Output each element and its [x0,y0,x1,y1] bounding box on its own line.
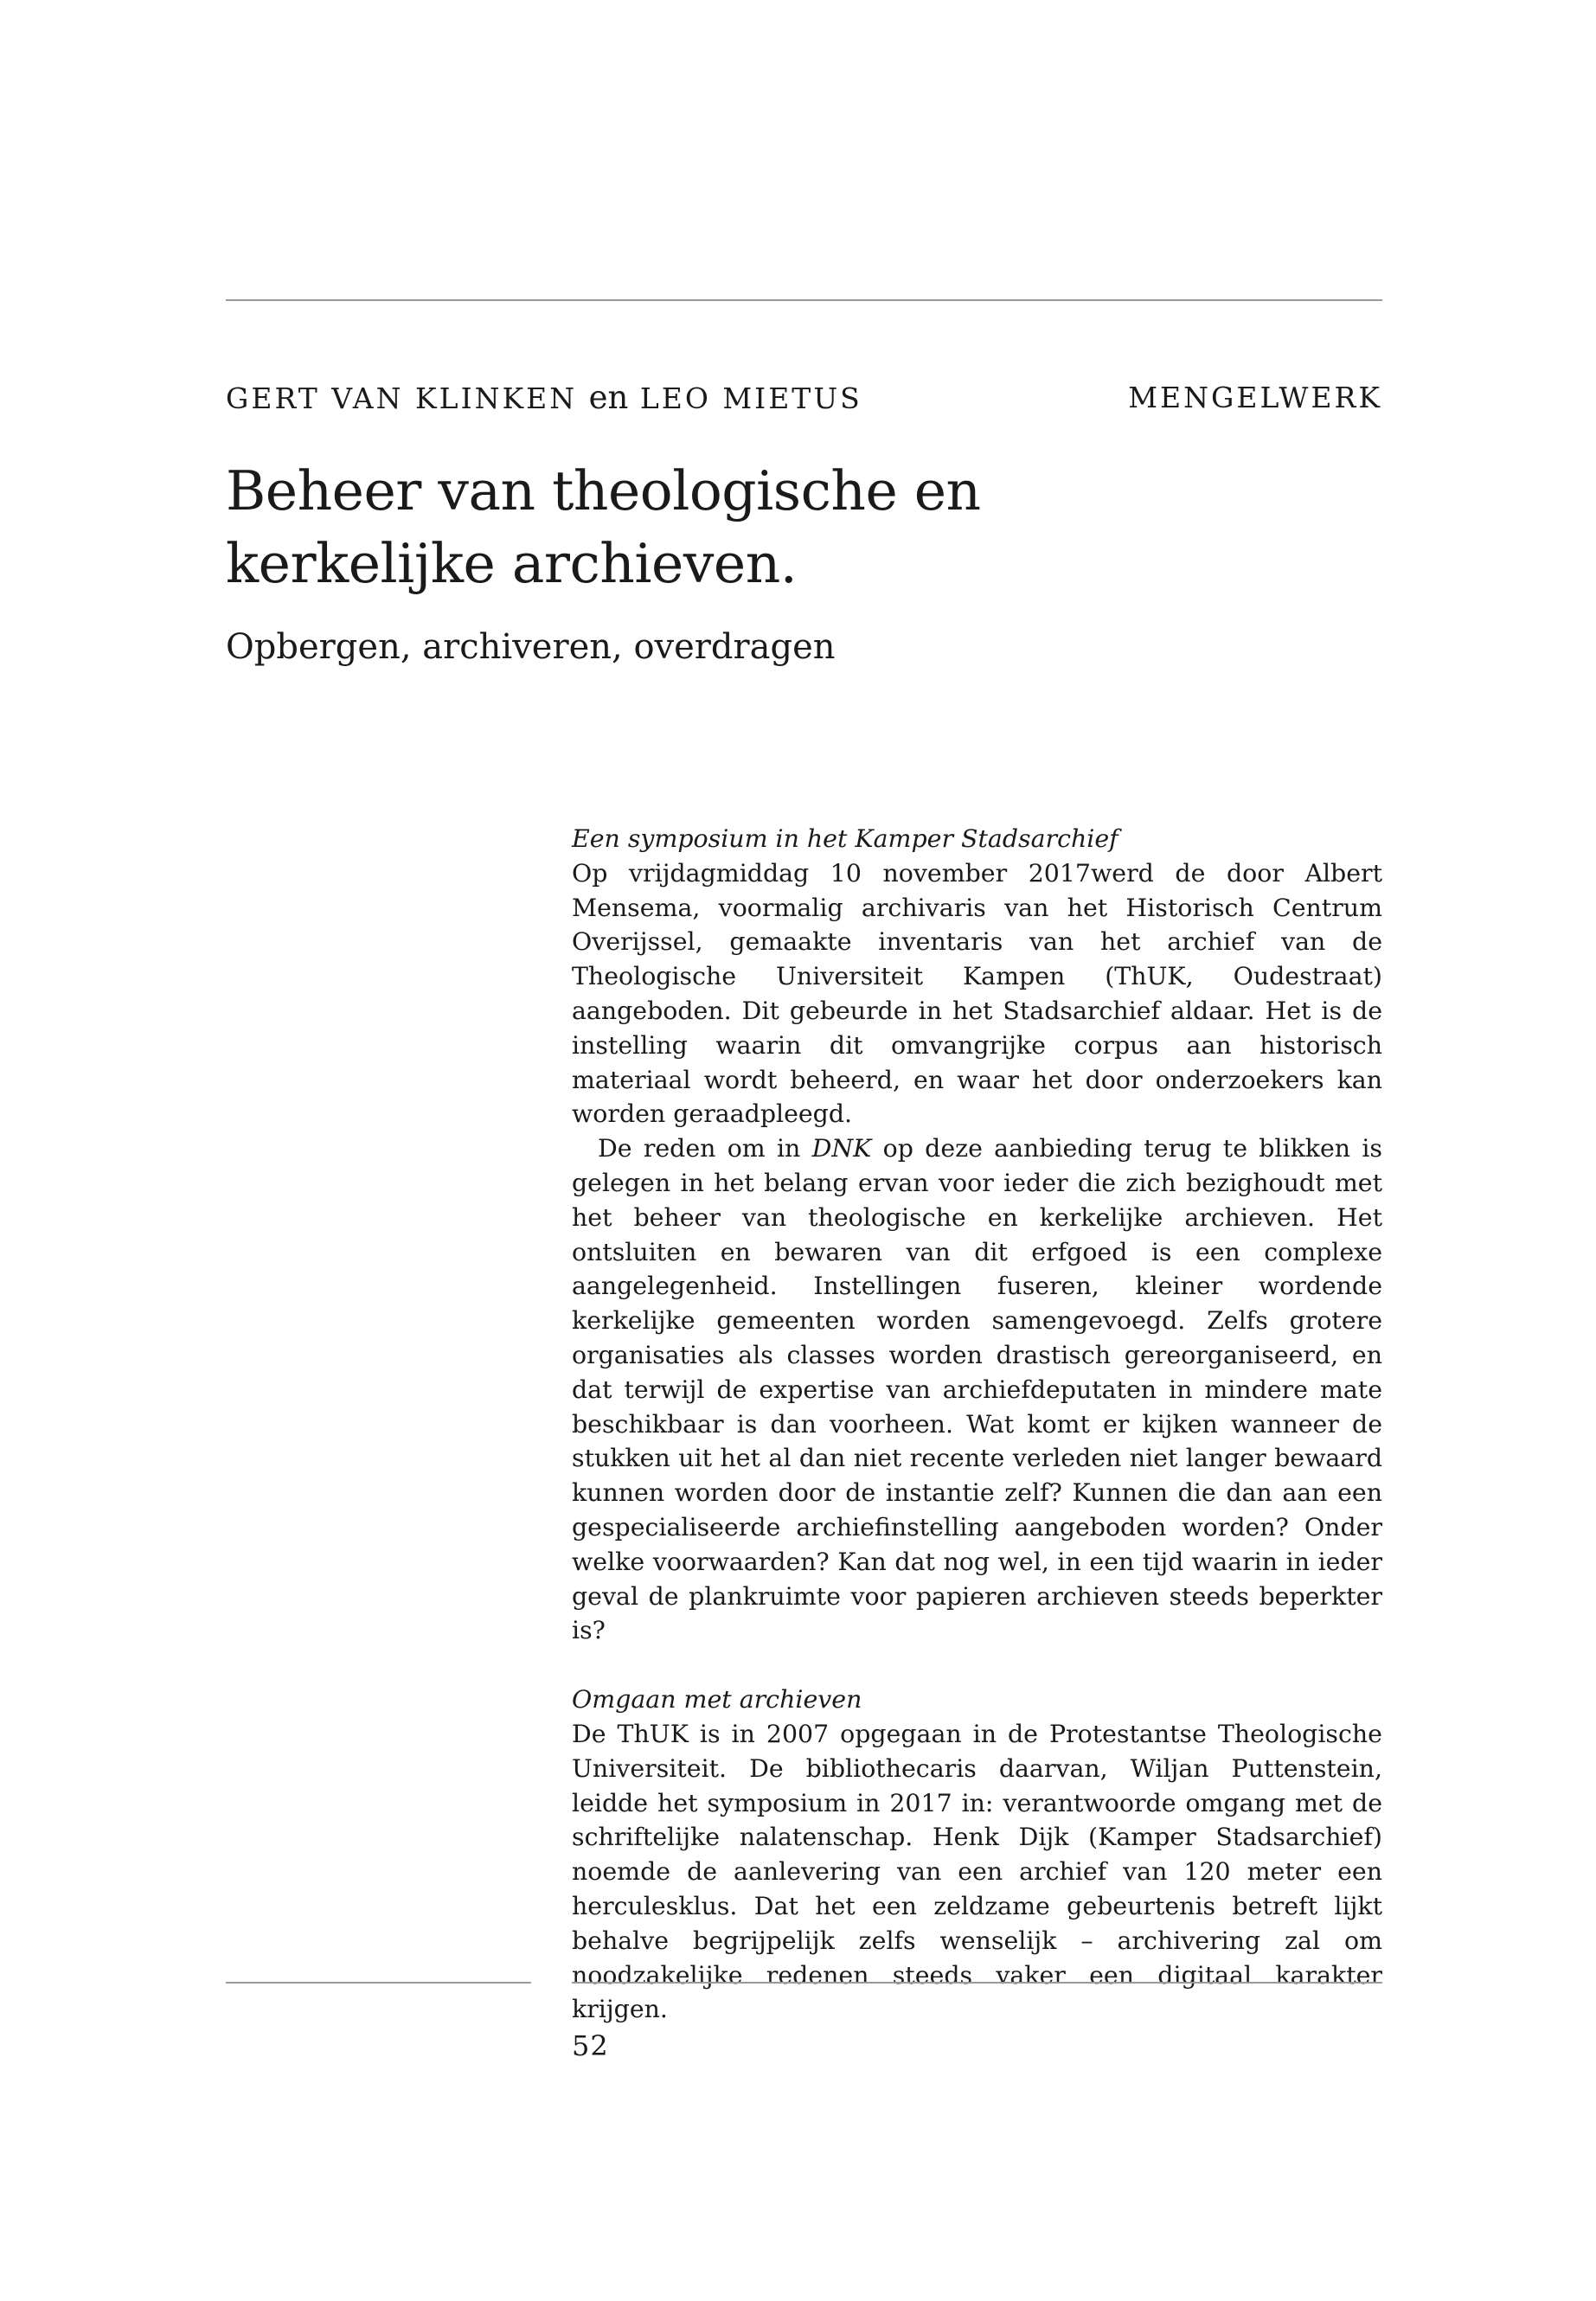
article-title [226,455,981,600]
section-heading-symposium: Een symposium in het Kamper Stadsarchief [572,824,1118,853]
title-line-1: Beheer van theologische en [226,459,981,522]
body-paragraph: De ThUK is in 2007 opgegaan in de Protestantse Theologische Universiteit. De bibliothecaris daarvan, Wiljan Puttenstein, leidde het symposium in 2017 in: verantwoorde omgang met de schriftelijke nalatenschap. Henk Dijk (Kamper Stadsarchief) noemde de aanlevering van een archief van 120 meter een herculesklus. Dat het een zeldzame gebeurtenis betreft lijkt behalve begrijpelijk zelfs wenselijk – archivering zal om noodzakelijke redenen steeds vaker een digitaal karakter krijgen. [572,1719,1382,2024]
author-conjunction: en [588,379,629,416]
body-paragraph [572,1131,1382,1648]
paragraph-text: De reden om in [598,1134,812,1163]
author-first: GERT VAN KLINKEN [226,381,578,415]
article-subtitle: Opbergen, archiveren, overdragen [226,627,836,667]
section-label: MENGELWERK [1128,381,1382,414]
article-body [572,822,1382,2027]
title-line-2: kerkelijke archieven. [226,532,798,595]
page-number: 52 [572,2029,609,2062]
bottom-rule-right [572,1982,1382,1984]
body-paragraph: Op vrijdagmiddag 10 november 2017werd de door Albert Mensema, voormalig archivaris van het Historisch Centrum Overijssel, gemaakte inventaris van het archief van de Theologische Universiteit Kampen (ThUK, Oudestraat) aangeboden. Dit gebeurde in het Stadsarchief aldaar. Het is de instelling waarin dit omvangrijke corpus aan historisch materiaal wordt beheerd, en waar het door onderzoekers kan worden geraadpleegd. [572,858,1382,1129]
journal-abbreviation: DNK [811,1134,872,1163]
author-second: LEO MIETUS [639,381,862,415]
bottom-rule-left [226,1982,531,1984]
section-gap [572,1648,1382,1682]
author-line [226,381,862,416]
top-rule [226,299,1382,301]
section-heading-archives: Omgaan met archieven [572,1685,862,1715]
paragraph-text: op deze aanbieding terug te blikken is gelegen in het belang ervan voor ieder die zich bezighoudt met het beheer van theologische en kerkelijke archieven. Het ontsluiten en bewaren van dit erfgoed is een complexe aangelegenheid. Instellingen fuseren, kleiner wordende kerkelijke gemeenten worden samengevoegd. Zelfs grotere organisaties als classes worden drastisch gereorganiseerd, en dat terwijl de expertise van archiefdeputaten in mindere mate beschikbaar is dan voorheen. Wat komt er kijken wanneer de stukken uit het al dan niet recente verleden niet langer bewaard kunnen worden door de instantie zelf? Kunnen die dan aan een gespecialiseerde archiefinstelling aangeboden worden? Onder welke voorwaarden? Kan dat nog wel, in een tijd waarin in ieder geval de plankruimte voor papieren archieven steeds beperkter is? [572,1134,1382,1645]
